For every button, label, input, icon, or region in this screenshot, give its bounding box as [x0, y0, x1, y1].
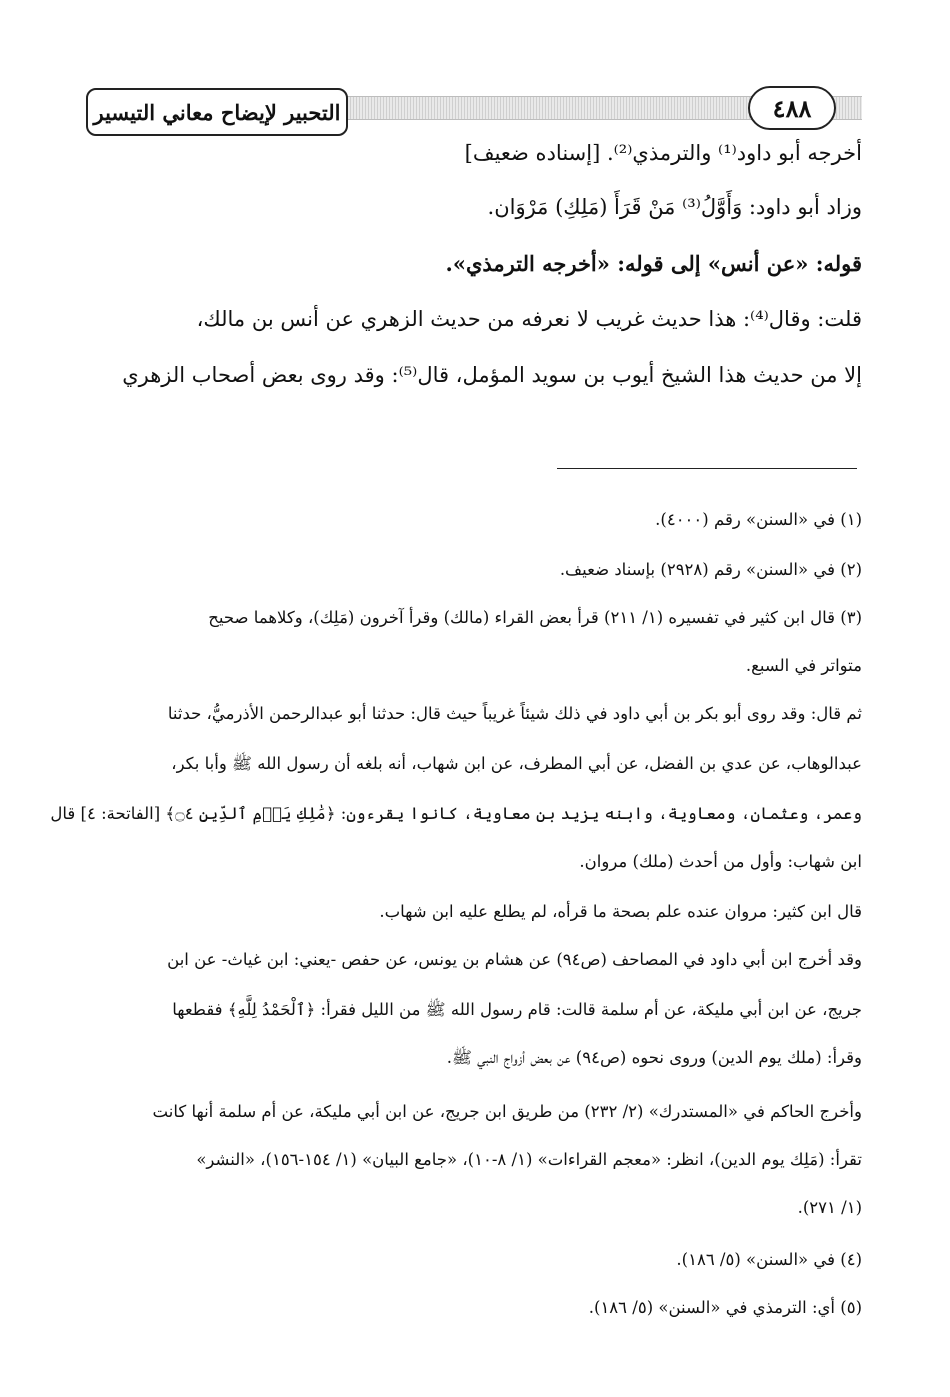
footnote-line: قال ابن كثير: مروان عنده علم بصحة ما قرأه، لم يطلع عليه ابن شهاب.	[379, 902, 862, 921]
footnote-line: وقرأ: (ملك يوم الدين) وروى نحوه (ص٩٤) عن بعض أزواج النبي ﷺ.	[446, 1048, 862, 1067]
footnote-divider	[557, 468, 857, 469]
footnote-line: عبدالوهاب، عن عدي بن الفضل، عن أبي المطرف، عن ابن شهاب، أنه بلغه أن رسول الله ﷺ وأبا بكر،	[171, 754, 862, 773]
footnote-line: (٤) في «السنن» (٥/ ١٨٦).	[676, 1250, 862, 1269]
footnote-line: ابن شهاب: وأول من أحدث (ملك) مروان.	[579, 852, 862, 871]
footnote-line: (١/ ٢٧١).	[797, 1198, 862, 1217]
running-title: التحبير لإيضاح معاني التيسير	[86, 88, 348, 136]
footnote-line: (١) في «السنن» رقم (٤٠٠٠).	[655, 510, 862, 529]
footnote-line: وقد أخرج ابن أبي داود في المصاحف (ص٩٤) عن هشام بن يونس، عن حفص -يعني: ابن غياث- عن ابن	[167, 950, 862, 969]
footnote-line: وعمر، وعثمان، ومعاوية، وابنه يزيد بن معاوية، كانوا يقرءون: ﴿مَٰلِكِ يَوۡمِ ٱلدِّينِ ۝٤﴾ [الفاتحة: ٤] قال	[50, 804, 862, 823]
body-line: إلا من حديث هذا الشيخ أيوب بن سويد المؤمل، قال⁽⁵⁾: وقد روى بعض أصحاب الزهري	[122, 363, 862, 387]
footnote-line: ثم قال: وقد روى أبو بكر بن أبي داود في ذلك شيئاً غريباً حيث قال: حدثنا أبو عبدالرحمن الأذرميُّ، حدثنا	[167, 704, 862, 723]
footnote-line: متواتر في السبع.	[745, 656, 862, 675]
body-line: قلت: وقال⁽⁴⁾: هذا حديث غريب لا نعرفه من حديث الزهري عن أنس بن مالك،	[196, 307, 862, 331]
footnote-line: وأخرج الحاكم في «المستدرك» (٢/ ٢٣٢) من طريق ابن جريج، عن ابن أبي مليكة، عن أم سلمة أنها كانت	[152, 1102, 862, 1121]
footnote-line: تقرأ: (مَلِك يوم الدين)، انظر: «معجم القراءات» (١/ ٨-١٠)، «جامع البيان» (١/ ١٥٤-١٥٦)، «النشر»	[196, 1150, 862, 1169]
footnote-line: (٥) أي: الترمذي في «السنن» (٥/ ١٨٦).	[588, 1298, 862, 1317]
body-line: وزاد أبو داود: وَأَوَّلُ⁽³⁾ مَنْ قَرَأَ (مَلِكِ) مَرْوَان.	[487, 195, 862, 219]
page-number: ٤٨٨	[748, 86, 836, 130]
footnote-line: (٣) قال ابن كثير في تفسيره (١/ ٢١١) قرأ بعض القراء (مالك) وقرأ آخرون (مَلِك)، وكلاهما صحيح	[208, 608, 862, 627]
body-line: أخرجه أبو داود⁽¹⁾ والترمذي⁽²⁾. [إسناده ضعيف]	[464, 141, 862, 165]
footnote-line: جريج، عن ابن أبي مليكة، عن أم سلمة قالت: قام رسول الله ﷺ من الليل فقرأ: ﴿ٱلْحَمْدُ لِلَّهِ﴾ فقطعها	[172, 1000, 862, 1019]
body-line: قوله: «عن أنس» إلى قوله: «أخرجه الترمذي».	[445, 251, 862, 276]
footnote-line: (٢) في «السنن» رقم (٢٩٢٨) بإسناد ضعيف.	[559, 560, 862, 579]
